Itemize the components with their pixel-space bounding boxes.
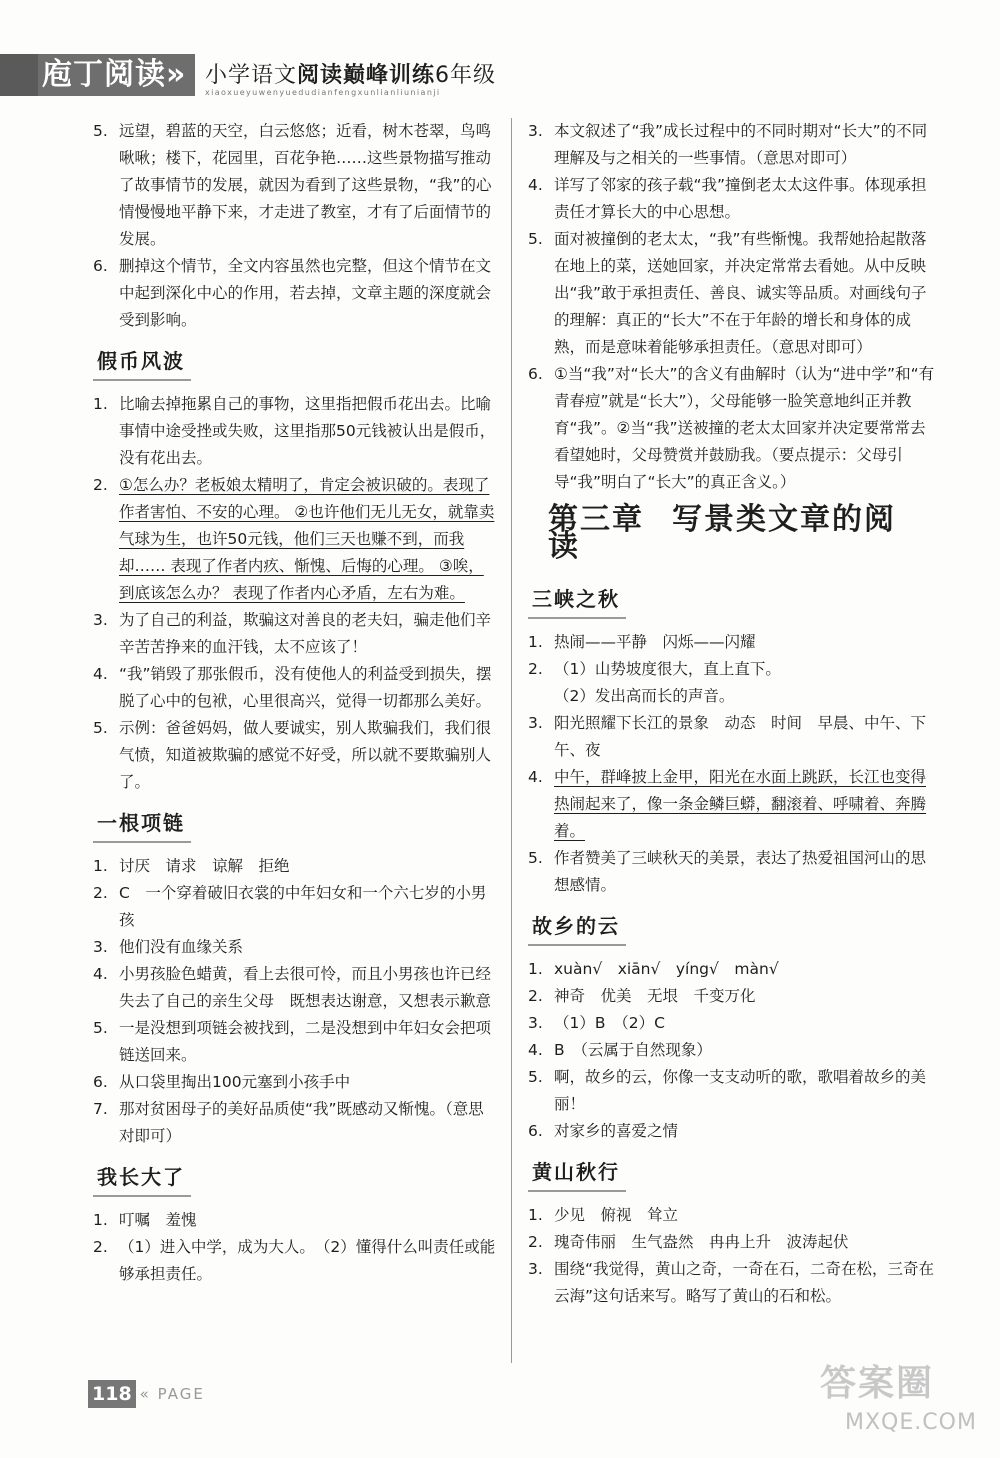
answer-item (528, 172, 938, 226)
item-number: 3. (528, 1014, 543, 1032)
item-text: “我”销毁了那张假币，没有使他人的利益受到损失，摆脱了心中的包袱，心里很高兴，觉得一切都那么美好。 (119, 665, 492, 710)
item-number: 3. (93, 611, 108, 629)
item-text: xuàn√ xiān√ yíng√ màn√ (554, 960, 779, 978)
watermark-logo: 答案圈 (820, 1363, 935, 1404)
answer-item (528, 845, 938, 899)
answer-item (93, 880, 498, 934)
answer-item (93, 472, 498, 607)
item-text: ①当“我”对“长大”的含义有曲解时（认为“进中学”和“有青春痘”就是“长大”），父母能够一脸笑意地纠正并教育“我”。②当“我”送被撞的老太太回家并决定要常常去看望她时，父母赞赏并鼓励我。（要点提示：父母引导“我”明白了“长大”的真正含义。） (554, 365, 935, 491)
answer-item (93, 253, 498, 334)
item-number: 6. (93, 257, 108, 275)
item-text: 小男孩脸色蜡黄，看上去很可怜，而且小男孩也许已经失去了自己的亲生父母 既想表达谢意，又想表示歉意 (119, 965, 492, 1010)
answer-item (93, 961, 498, 1015)
item-number: 4. (528, 768, 543, 786)
answer-item (528, 118, 938, 172)
answer-item (528, 1010, 938, 1037)
item-text: 详写了邻家的孩子载“我”撞倒老太太这件事。体现承担责任才算长大的中心思想。 (554, 176, 927, 221)
section-title: 故乡的云 (528, 909, 626, 946)
item-text: 删掉这个情节，全文内容虽然也完整，但这个情节在文中起到深化中心的作用，若去掉，文章主题的深度就会受到影响。 (119, 257, 492, 329)
page-label: « PAGE (139, 1385, 205, 1403)
item-number: 5. (528, 230, 543, 248)
item-text: B （云属于自然现象） (554, 1041, 712, 1059)
item-number: 5. (93, 719, 108, 737)
column-divider (511, 118, 512, 1363)
item-number: 3. (528, 714, 543, 732)
right-column (528, 118, 938, 1310)
section-title: 黄山秋行 (528, 1155, 626, 1192)
watermark-url: MXQE.COM (845, 1410, 977, 1435)
brand-logo (0, 54, 195, 96)
answer-item (93, 118, 498, 253)
section-title: 一根项链 (93, 806, 191, 843)
answer-item (528, 226, 938, 361)
item-number: 5. (528, 1068, 543, 1086)
item-number: 6. (528, 365, 543, 383)
title-prefix: 小学语文 (205, 63, 298, 88)
item-text: 少见 俯视 耸立 (554, 1206, 679, 1224)
item-text: ①怎么办？老板娘太精明了，肯定会被识破的。表现了作者害怕、不安的心理。 ②也许他们无儿无女，就靠卖气球为生，也许50元钱，他们三天也赚不到，而我却…… 表现了作者内疚、惭愧、后悔的心理。 ③唉，到底该怎么办？ 表现了作者内心矛盾，左右为难。 (119, 476, 495, 602)
answer-item (528, 983, 938, 1010)
item-number: 2. (528, 1233, 543, 1251)
chapter-heading (548, 502, 938, 564)
item-text: 中午，群峰披上金甲，阳光在水面上跳跃，长江也变得热闹起来了，像一条金鳞巨蟒，翻滚着、呼啸着、奔腾着。 (554, 768, 927, 840)
item-text: 作者赞美了三峡秋天的美景，表达了热爱祖国河山的思想感情。 (554, 849, 927, 894)
answer-item (93, 1069, 498, 1096)
item-text: 那对贫困母子的美好品质使“我”既感动又惭愧。（意思对即可） (119, 1100, 484, 1145)
item-text: （1）进入中学，成为大人。 （2）懂得什么叫责任或能够承担责任。 (119, 1238, 496, 1283)
item-text: 一是没想到项链会被找到，二是没想到中年妇女会把项链送回来。 (119, 1019, 492, 1064)
item-text: C 一个穿着破旧衣裳的中年妇女和一个六七岁的小男孩 (119, 884, 487, 929)
answer-item (93, 1207, 498, 1234)
page-footer (88, 1380, 205, 1410)
answer-item (93, 391, 498, 472)
item-text: 围绕“我觉得，黄山之奇，一奇在石，二奇在松，三奇在云海”这句话来写。略写了黄山的石和松。 (554, 1260, 935, 1305)
answer-item (528, 764, 938, 845)
item-text: （1）B （2）C (554, 1014, 665, 1032)
item-number: 6. (93, 1073, 108, 1091)
brand-text: 庖丁阅读» (42, 57, 187, 92)
section-title: 我长大了 (93, 1160, 191, 1197)
section-title: 三峡之秋 (528, 582, 626, 619)
section-title: 假币风波 (93, 344, 191, 381)
answer-item (93, 607, 498, 661)
item-text: 面对被撞倒的老太太，“我”有些惭愧。我帮她拾起散落在地上的菜，送她回家，并决定常常去看她。从中反映出“我”敢于承担责任、善良、诚实等品质。对画线句子的理解：真正的“长大”不在于年龄的增长和身体的成熟，而是意味着能够承担责任。（意思对即可） (554, 230, 927, 356)
answer-item (93, 1015, 498, 1069)
item-number: 4. (528, 1041, 543, 1059)
item-number: 2. (93, 1238, 108, 1256)
item-text: 本文叙述了“我”成长过程中的不同时期对“长大”的不同理解及与之相关的一些事情。（意思对即可） (554, 122, 928, 167)
answer-item (528, 1202, 938, 1229)
title-pinyin: xiaoxueyuwenyuedudianfengxunlianliunianji (205, 88, 441, 97)
item-number: 5. (93, 1019, 108, 1037)
item-text: 神奇 优美 无垠 千变万化 (554, 987, 756, 1005)
item-number: 3. (93, 938, 108, 956)
answer-item (528, 1118, 938, 1145)
item-number: 2. (93, 884, 108, 902)
item-text: 讨厌 请求 谅解 拒绝 (119, 857, 290, 875)
item-number: 4. (93, 965, 108, 983)
item-text: 瑰奇伟丽 生气盎然 冉冉上升 波涛起伏 (554, 1233, 849, 1251)
page-header (0, 48, 1000, 108)
item-text: 远望，碧蓝的天空，白云悠悠；近看，树木苍翠，鸟鸣啾啾；楼下，花园里，百花争艳……这些景物描写推动了故事情节的发展，就因为看到了这些景物，“我”的心情慢慢地平静下来，才走进了教室，才有了后面情节的发展。 (119, 122, 492, 248)
item-text: 他们没有血缘关系 (119, 938, 244, 956)
answer-item (93, 934, 498, 961)
item-text: 啊，故乡的云，你像一支支动听的歌，歌唱着故乡的美丽！ (554, 1068, 927, 1113)
item-number: 4. (528, 176, 543, 194)
title-suffix: 6年级 (435, 63, 497, 88)
item-number: 3. (528, 1260, 543, 1278)
item-number: 3. (528, 122, 543, 140)
answer-item (528, 629, 938, 656)
item-text: 热闹——平静 闪烁——闪耀 (554, 633, 756, 651)
item-text: 阳光照耀下长江的景象 动态 时间 早晨、中午、下午、夜 (554, 714, 927, 759)
answer-item (93, 853, 498, 880)
answer-item (93, 1096, 498, 1150)
answer-item (528, 656, 938, 683)
item-number: 1. (93, 1211, 108, 1229)
chapter-number: 第三章 (548, 502, 644, 537)
item-text: 从口袋里掏出100元塞到小孩手中 (119, 1073, 351, 1091)
item-number: 1. (528, 633, 543, 651)
page-number: 118 (88, 1380, 136, 1408)
title-bold: 阅读巅峰训练 (297, 63, 436, 88)
answer-item (93, 661, 498, 715)
item-number: 2. (528, 987, 543, 1005)
answer-item (528, 361, 938, 496)
item-number: 1. (93, 857, 108, 875)
answer-item (528, 1064, 938, 1118)
item-number: 1. (528, 960, 543, 978)
item-number: 4. (93, 665, 108, 683)
item-number: 6. (528, 1122, 543, 1140)
answer-item (528, 683, 938, 710)
item-number: 1. (93, 395, 108, 413)
item-text: 对家乡的喜爱之情 (554, 1122, 679, 1140)
item-number: 5. (93, 122, 108, 140)
book-title (205, 58, 496, 89)
item-number: 5. (528, 849, 543, 867)
answer-item (528, 710, 938, 764)
item-number: 7. (93, 1100, 108, 1118)
answer-item (528, 1229, 938, 1256)
item-text: 为了自己的利益，欺骗这对善良的老夫妇，骗走他们辛辛苦苦挣来的血汗钱，太不应该了！ (119, 611, 492, 656)
item-text: 叮嘱 羞愧 (119, 1211, 197, 1229)
item-number: 2. (528, 660, 543, 678)
left-column (93, 118, 498, 1288)
chapter-title: 写景类文章的阅读 (548, 502, 896, 564)
answer-item (93, 1234, 498, 1288)
answer-item (528, 1037, 938, 1064)
item-text: 示例：爸爸妈妈，做人要诚实，别人欺骗我们，我们很气愤，知道被欺骗的感觉不好受，所以就不要欺骗别人了。 (119, 719, 492, 791)
item-text: 比喻去掉拖累自己的事物，这里指把假币花出去。比喻事情中途受挫或失败，这里指那50元钱被认出是假币，没有花出去。 (119, 395, 496, 467)
item-text: （1）山势坡度很大，直上直下。 (554, 660, 781, 678)
item-text: （2）发出高而长的声音。 (554, 687, 735, 705)
item-number: 1. (528, 1206, 543, 1224)
answer-item (93, 715, 498, 796)
answer-item (528, 956, 938, 983)
answer-item (528, 1256, 938, 1310)
item-number: 2. (93, 476, 108, 494)
